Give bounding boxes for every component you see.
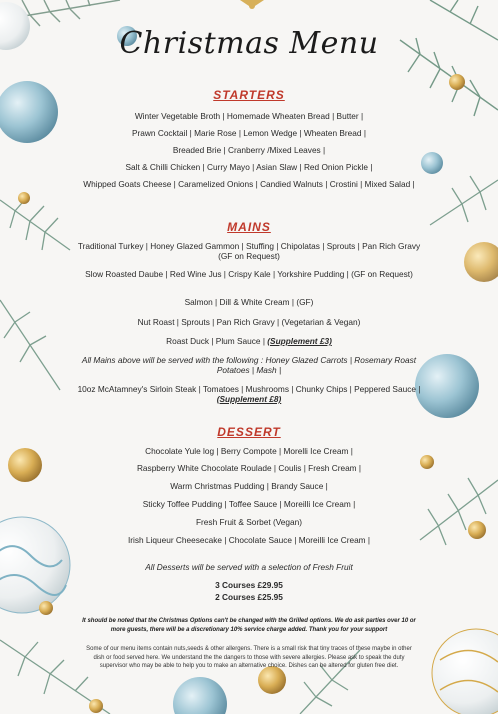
dessert-item: Raspberry White Chocolate Roulade | Coulis | Fresh Cream | — [136, 463, 362, 473]
main-item-duck — [78, 336, 420, 346]
dessert-note: All Desserts will be served with a selection of Fresh Fruit — [145, 562, 353, 572]
starter-item: Salt & Chilli Chicken | Curry Mayo | Asian Slaw | Red Onion Pickle | — [125, 162, 373, 172]
main-item-steak — [74, 384, 424, 404]
dessert-heading: DESSERT — [217, 425, 281, 439]
starters-heading: STARTERS — [213, 88, 285, 102]
starter-item: Breaded Brie | Cranberry /Mixed Leaves | — [172, 145, 326, 155]
steak-supplement: (Supplement £8) — [216, 394, 282, 404]
starter-item: Prawn Cocktail | Marie Rose | Lemon Wedge | Wheaten Bread | — [132, 128, 366, 138]
mains-accompaniment-note: All Mains above will be served with the following : Honey Glazed Carrots | Rosemary Roast Potatoes | Mash | — [81, 355, 417, 375]
service-notice: It should be noted that the Christmas Options can't be changed with the Grilled options. We do ask parties over 10 or more guests, there will be a discretionary 10% service charge added. Thank you for your support — [82, 618, 416, 633]
duck-label: Roast Duck | Plum Sauce | — [166, 336, 265, 346]
price-three-courses: 3 Courses £29.95 — [215, 580, 283, 590]
starter-item: Winter Vegetable Broth | Homemade Wheaten Bread | Butter | — [134, 111, 364, 121]
duck-supplement: (Supplement £3) — [267, 336, 332, 346]
dessert-item: Irish Liqueur Cheesecake | Chocolate Sauce | Moreilli Ice Cream | — [127, 535, 371, 545]
mains-heading: MAINS — [227, 220, 271, 234]
steak-label: 10oz McAtamney's Sirloin Steak | Tomatoes | Mushrooms | Chunky Chips | Peppered Sauce | — [77, 384, 421, 394]
dessert-item: Chocolate Yule log | Berry Compote | Morelli Ice Cream | — [145, 446, 353, 456]
main-item: Slow Roasted Daube | Red Wine Jus | Crispy Kale | Yorkshire Pudding | (GF on Request) — [85, 269, 413, 279]
price-two-courses: 2 Courses £25.95 — [215, 592, 283, 602]
allergy-notice: Some of our menu items contain nuts,seeds & other allergens. There is a small risk that tiny traces of these maybe in other dish or food served here. We understand the the dangers to those with severe allergies. Please ask to speak the duty supervisor who may be able to help you to make an alternative choice. Dishes can be altered for gluten free diet. — [86, 646, 412, 669]
menu-title: Christmas Menu — [119, 26, 379, 61]
starter-item: Whipped Goats Cheese | Caramelized Onions | Candied Walnuts | Crostini | Mixed Salad | — [83, 179, 415, 189]
main-item: Nut Roast | Sprouts | Pan Rich Gravy | (Vegetarian & Vegan) — [137, 317, 361, 327]
dessert-item: Warm Christmas Pudding | Brandy Sauce | — [170, 481, 328, 491]
main-item: Traditional Turkey | Honey Glazed Gammon | Stuffing | Chipolatas | Sprouts | Pan Rich Gravy (GF on Request) — [77, 241, 421, 261]
main-item: Salmon | Dill & White Cream | (GF) — [184, 297, 314, 307]
dessert-item: Sticky Toffee Pudding | Toffee Sauce | Moreilli Ice Cream | — [142, 499, 356, 509]
dessert-item: Fresh Fruit & Sorbet (Vegan) — [195, 517, 303, 527]
